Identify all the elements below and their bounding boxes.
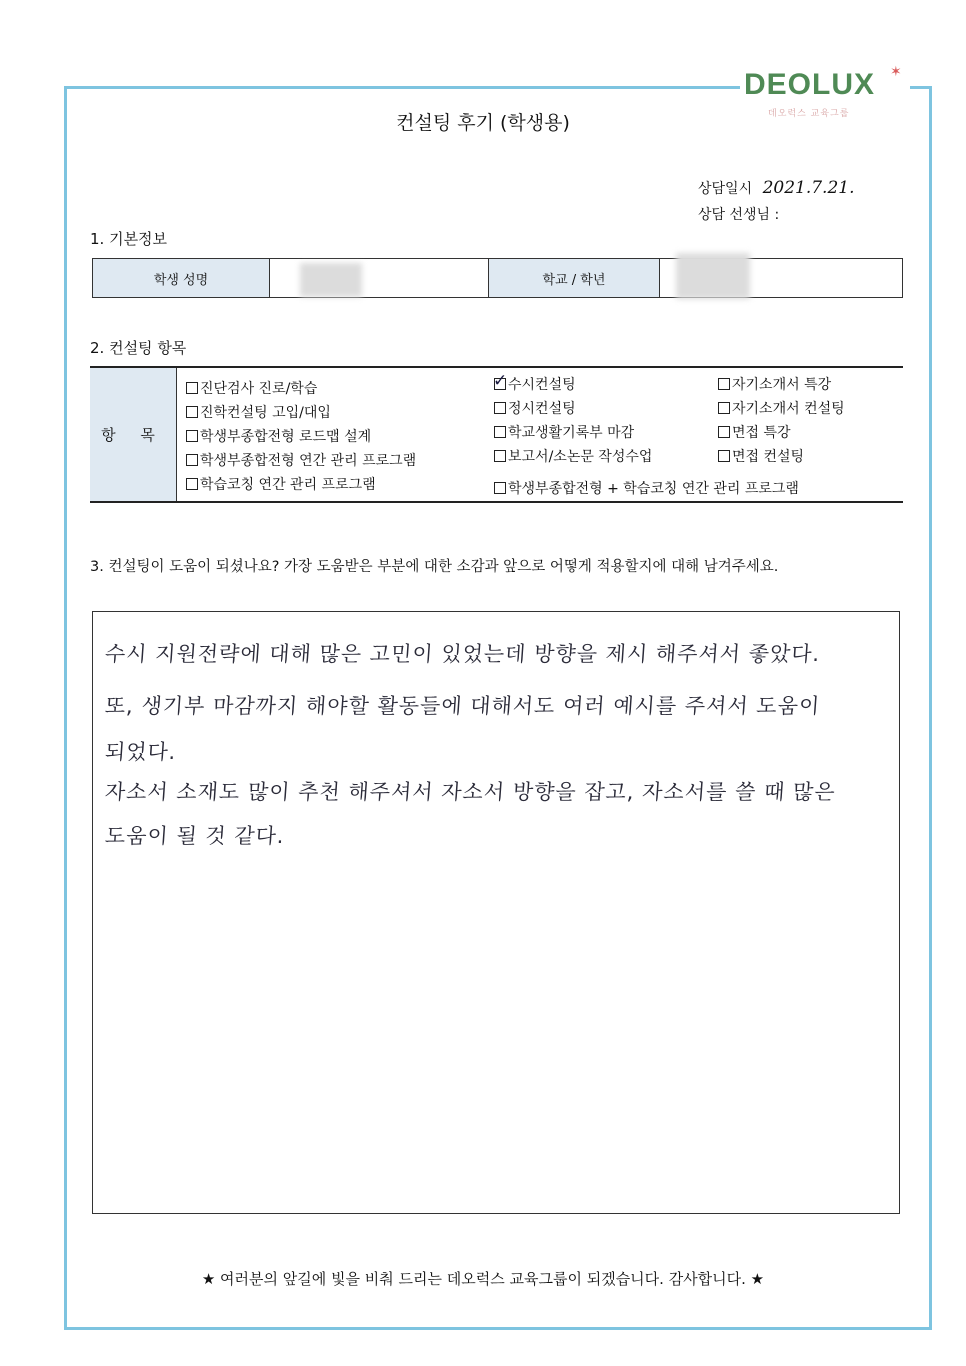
checkbox[interactable] xyxy=(718,426,730,438)
option-roadmap[interactable]: 학생부종합전형 로드맵 설계 xyxy=(186,426,371,446)
checkbox[interactable] xyxy=(186,478,198,490)
checkbox[interactable] xyxy=(494,426,506,438)
checkbox[interactable] xyxy=(186,454,198,466)
option-study-coaching[interactable]: 학습코칭 연간 관리 프로그램 xyxy=(186,474,376,494)
student-name-value xyxy=(270,259,489,297)
checkbox[interactable] xyxy=(718,402,730,414)
logo-subtitle: 데오럭스 교육그룹 xyxy=(768,109,850,119)
school-grade-label: 학교 / 학년 xyxy=(489,259,660,297)
consulting-items-table xyxy=(90,366,903,503)
page-title: 컨설팅 후기 (학생용) xyxy=(396,112,570,134)
teacher-label: 상담 선생님 : xyxy=(698,207,780,223)
option-admission[interactable]: 진학컨설팅 고입/대입 xyxy=(186,402,331,422)
checkbox[interactable] xyxy=(494,450,506,462)
checkbox[interactable] xyxy=(494,482,506,494)
section1-label: 1. 기본정보 xyxy=(90,230,168,248)
footer-message: ★ 여러분의 앞길에 빛을 비춰 드리는 데오럭스 교육그룹이 되겠습니다. 감사합니다. ★ xyxy=(201,1270,765,1288)
option-interview-lecture[interactable]: 면접 특강 xyxy=(718,422,791,442)
option-early-admission[interactable]: ✓ 수시컨설팅 xyxy=(493,371,576,393)
redacted-name xyxy=(300,263,362,297)
basic-info-table xyxy=(92,258,903,298)
date-label: 상담일시 xyxy=(698,181,753,197)
checkbox[interactable] xyxy=(186,382,198,394)
date-value: 2021.7.21. xyxy=(762,178,855,198)
option-combined-program[interactable]: 학생부종합전형 + 학습코칭 연간 관리 프로그램 xyxy=(494,478,799,498)
checkbox[interactable] xyxy=(718,378,730,390)
date-row xyxy=(698,178,855,198)
checkbox[interactable] xyxy=(186,430,198,442)
option-interview-consulting[interactable]: 면접 컨설팅 xyxy=(718,446,804,466)
checkbox-checked[interactable] xyxy=(493,371,508,391)
redacted-school xyxy=(676,253,750,299)
answer-line: 자소서 소재도 많이 추천 해주셔서 자소서 방향을 잡고, 자소서를 쓸 때 많은 xyxy=(104,780,837,804)
school-grade-value xyxy=(660,259,902,297)
checkbox[interactable] xyxy=(186,406,198,418)
checkbox[interactable] xyxy=(494,402,506,414)
option-essay-consulting[interactable]: 자기소개서 컨설팅 xyxy=(718,398,845,418)
checkbox[interactable] xyxy=(718,450,730,462)
feedback-question: 3. 컨설팅이 도움이 되셨나요? 가장 도움받은 부분에 대한 소감과 앞으로 어떻게 적용할지에 대해 남겨주세요. xyxy=(90,559,779,575)
logo-text: DEOLUX xyxy=(744,68,876,101)
star-icon: ✶ xyxy=(890,64,902,80)
feedback-answer-box[interactable] xyxy=(92,611,900,1214)
option-annual-program[interactable]: 학생부종합전형 연간 관리 프로그램 xyxy=(186,450,416,470)
option-regular-admission[interactable]: 정시컨설팅 xyxy=(494,398,576,418)
answer-line: 되었다. xyxy=(104,740,178,764)
option-report-class[interactable]: 보고서/소논문 작성수업 xyxy=(494,446,652,466)
answer-line: 또, 생기부 마감까지 해야할 활동들에 대해서도 여러 예시를 주셔서 도움이 xyxy=(104,694,822,718)
answer-line: 도움이 될 것 같다. xyxy=(104,824,286,848)
items-row-header: 항 목 xyxy=(90,368,177,501)
answer-line: 수시 지원전략에 대해 많은 고민이 있었는데 방향을 제시 해주셔서 좋았다. xyxy=(104,642,822,666)
section2-label: 2. 컨설팅 항목 xyxy=(90,339,187,357)
option-diagnostic[interactable]: 진단검사 진로/학습 xyxy=(186,378,317,398)
student-name-label: 학생 성명 xyxy=(93,259,270,297)
check-mark-icon: ✓ xyxy=(493,371,508,391)
option-essay-lecture[interactable]: 자기소개서 특강 xyxy=(718,374,831,394)
option-school-record[interactable]: 학교생활기록부 마감 xyxy=(494,422,634,442)
